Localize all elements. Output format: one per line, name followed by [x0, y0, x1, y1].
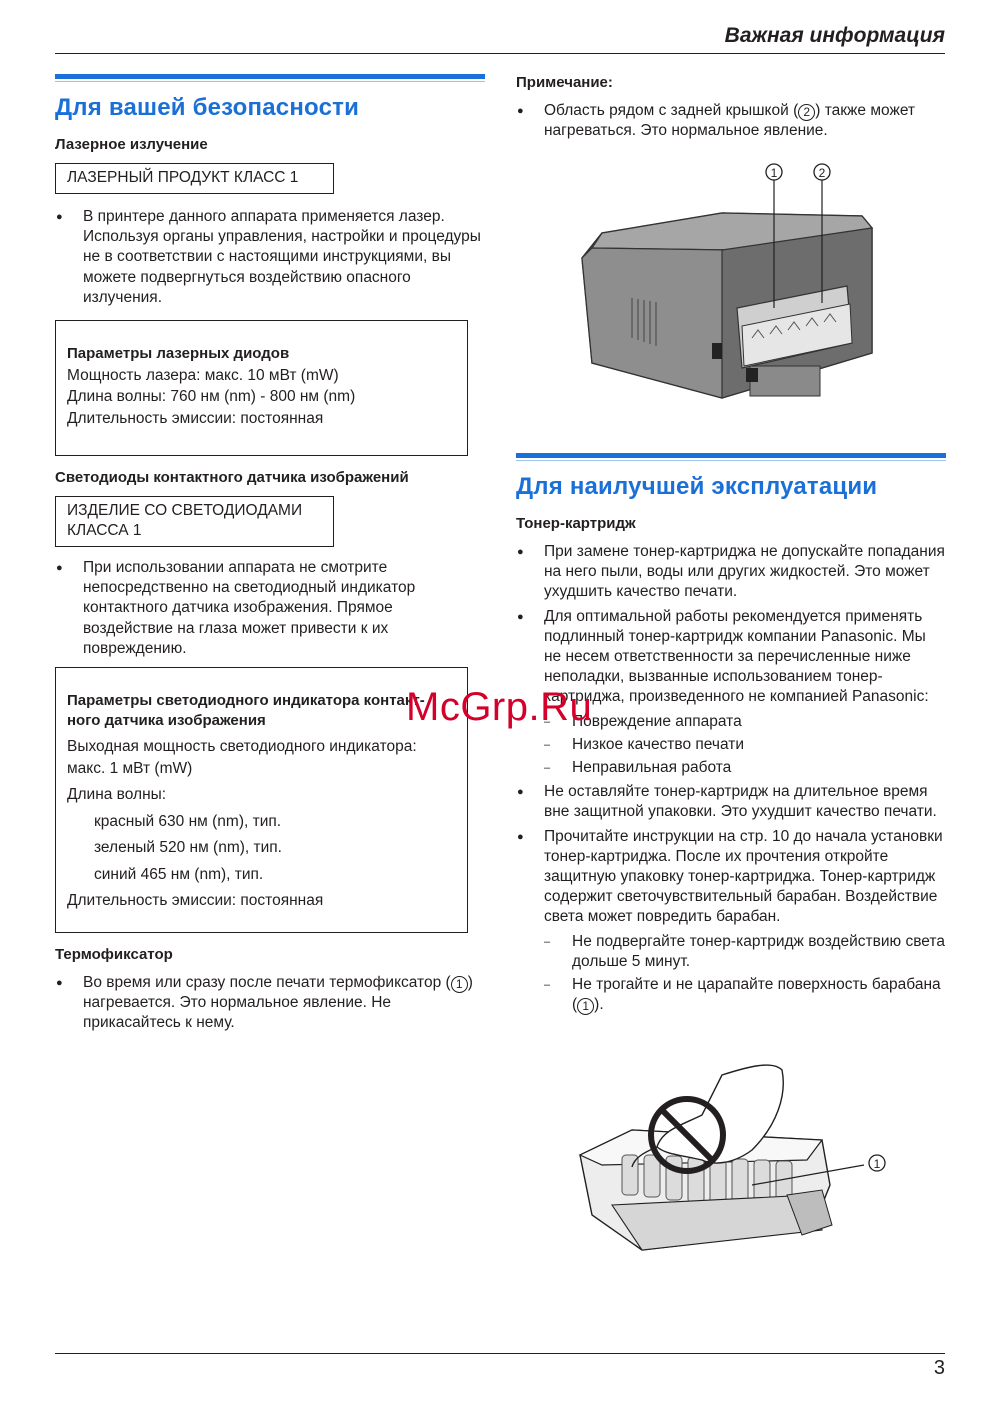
note-bullet-text-b: ) также может нагреваться. Это нормальное явление.: [544, 102, 916, 140]
led-wavelength-label: Длина волны:: [67, 786, 167, 804]
section-bar: [55, 74, 485, 79]
note-bullet-text-a: Область рядом с задней крышкой (: [544, 102, 799, 119]
laser-params-title: Параметры лазерных диодов: [67, 345, 290, 363]
right-column-lower: [516, 453, 946, 1019]
led-output-power: Выходная мощность светодиодного индикатора: макс. 1 мВт (mW): [67, 738, 417, 777]
callout-1-icon: 1: [451, 976, 468, 993]
page-header-title: Важная информация: [724, 24, 945, 47]
toner-cartridge-figure: [572, 1055, 892, 1275]
laser-class-label: ЛАЗЕРНЫЙ ПРОДУКТ КЛАСС 1: [55, 163, 334, 194]
drum-warning-item: – Не подвергайте тонер-картридж воздействию света дольше 5 минут.: [544, 932, 946, 972]
toner-bullet-4: [516, 827, 946, 1016]
led-class-label-line2: КЛАССА 1: [67, 522, 142, 540]
led-subtitle: Светодиоды контактного датчика изображений: [55, 469, 409, 487]
right-column: [516, 74, 946, 145]
toner-problem-item: – Неправильная работа: [544, 758, 946, 778]
laser-bullets: [55, 207, 485, 308]
toner-bullet-1: ● При замене тонер-картриджа не допускайте попадания на него пыли, воды или других жидкостей. Это может ухудшить качество печати.: [516, 542, 946, 603]
led-bullets: [55, 558, 485, 659]
laser-subtitle: Лазерное излучение: [55, 136, 208, 153]
fuser-bullet-text-a: Во время или сразу после печати термофиксатор (: [83, 973, 451, 991]
printer-rear-figure: [572, 158, 882, 420]
callout-1-label: 1: [873, 1157, 881, 1171]
toner-bullet-2-text: Для оптимальной работы рекомендуется применять подлинный тонер-картридж компании Panasonic. Мы не несем ответственности за перечисленные ниже неполадки, вызванные использованием тонер-картриджа, произведенного не компанией Panasonic:: [544, 607, 929, 706]
toner-subtitle: Тонер-картридж: [516, 515, 636, 532]
printer-rear-illustration: [572, 158, 882, 420]
section-title-best-use: Для наилучшей эксплуатации: [516, 473, 878, 500]
laser-emission: Длительность эмиссии: постоянная: [67, 409, 324, 427]
drum-warnings-list: [544, 932, 946, 1016]
led-wavelength-green: зеленый 520 нм (nm), тип.: [94, 839, 282, 857]
watermark: McGrp.Ru: [406, 685, 593, 729]
header-rule: [55, 53, 945, 54]
laser-power: Мощность лазера: макс. 10 мВт (mW): [67, 366, 339, 384]
footer-rule: [55, 1353, 945, 1354]
laser-bullet: ● В принтере данного аппарата применяется лазер. Используя органы управления, настройки и процедуры не в соответствии с настоящими инструкциями, вы можете подвергнуться воздействию опасного излучения.: [55, 207, 485, 308]
left-column: [55, 74, 485, 1037]
fuser-subtitle: Термофиксатор: [55, 945, 173, 963]
callout-2-icon: 2: [798, 104, 815, 121]
section-bar-thin: [516, 460, 946, 461]
toner-problem-item: – Повреждение аппарата: [544, 712, 946, 732]
section-bar-thin: [55, 81, 485, 82]
led-bullet: ● При использовании аппарата не смотрите непосредственно на светодиодный индикатор контактного датчика изображения. Прямое воздействие на глаза может привести к их повреждению.: [55, 558, 485, 659]
callout-1-label: 1: [770, 166, 778, 180]
led-wavelength-blue: синий 465 нм (nm), тип.: [94, 865, 264, 883]
toner-bullet-4-text: Прочитайте инструкции на стр. 10 до начала установки тонер-картриджа. После их прочтения откройте защитную упаковку тонер-картриджа. Тонер-картридж содержит светочувствительный барабан. Воздействие света может повредить барабан.: [544, 827, 943, 926]
toner-problem-item: – Низкое качество печати: [544, 735, 946, 755]
note-bullet: [516, 101, 946, 141]
fuser-bullet-text-b: ) нагревается. Это нормальное явление. Не прикасайтесь к нему.: [83, 973, 473, 1031]
toner-bullets: [516, 542, 946, 1015]
toner-cartridge-illustration: [572, 1055, 892, 1275]
toner-bullet-3: ● Не оставляйте тонер-картридж на длительное время вне защитной упаковки. Это ухудшит качество печати.: [516, 782, 946, 822]
page-number: 3: [933, 1357, 945, 1379]
drum-warning-text-b: ).: [594, 996, 604, 1014]
led-class-label: [55, 496, 334, 547]
laser-params-box: [55, 320, 468, 456]
led-params-title: Параметры светодиодного индикатора контакт-ного датчика изображения: [67, 692, 425, 730]
callout-2-label: 2: [818, 166, 826, 180]
led-wavelength-red: красный 630 нм (nm), тип.: [94, 812, 282, 830]
toner-problems-list: [544, 712, 946, 779]
fuser-bullets: [55, 973, 485, 1034]
note-bullets: [516, 101, 946, 141]
callout-1-icon: 1: [577, 998, 594, 1015]
led-class-label-line1: ИЗДЕЛИЕ СО СВЕТОДИОДАМИ: [67, 502, 303, 520]
led-emission: Длительность эмиссии: постоянная: [67, 892, 324, 910]
section-title-safety: Для вашей безопасности: [55, 94, 360, 121]
drum-warning-text-a: Не трогайте и не царапайте поверхность барабана (: [572, 976, 941, 1014]
fuser-bullet: [55, 973, 485, 1034]
drum-warning-item: [544, 975, 946, 1015]
section-bar: [516, 453, 946, 458]
laser-wavelength: Длина волны: 760 нм (nm) - 800 нм (nm): [67, 388, 356, 406]
note-title: Примечание:: [516, 74, 613, 91]
